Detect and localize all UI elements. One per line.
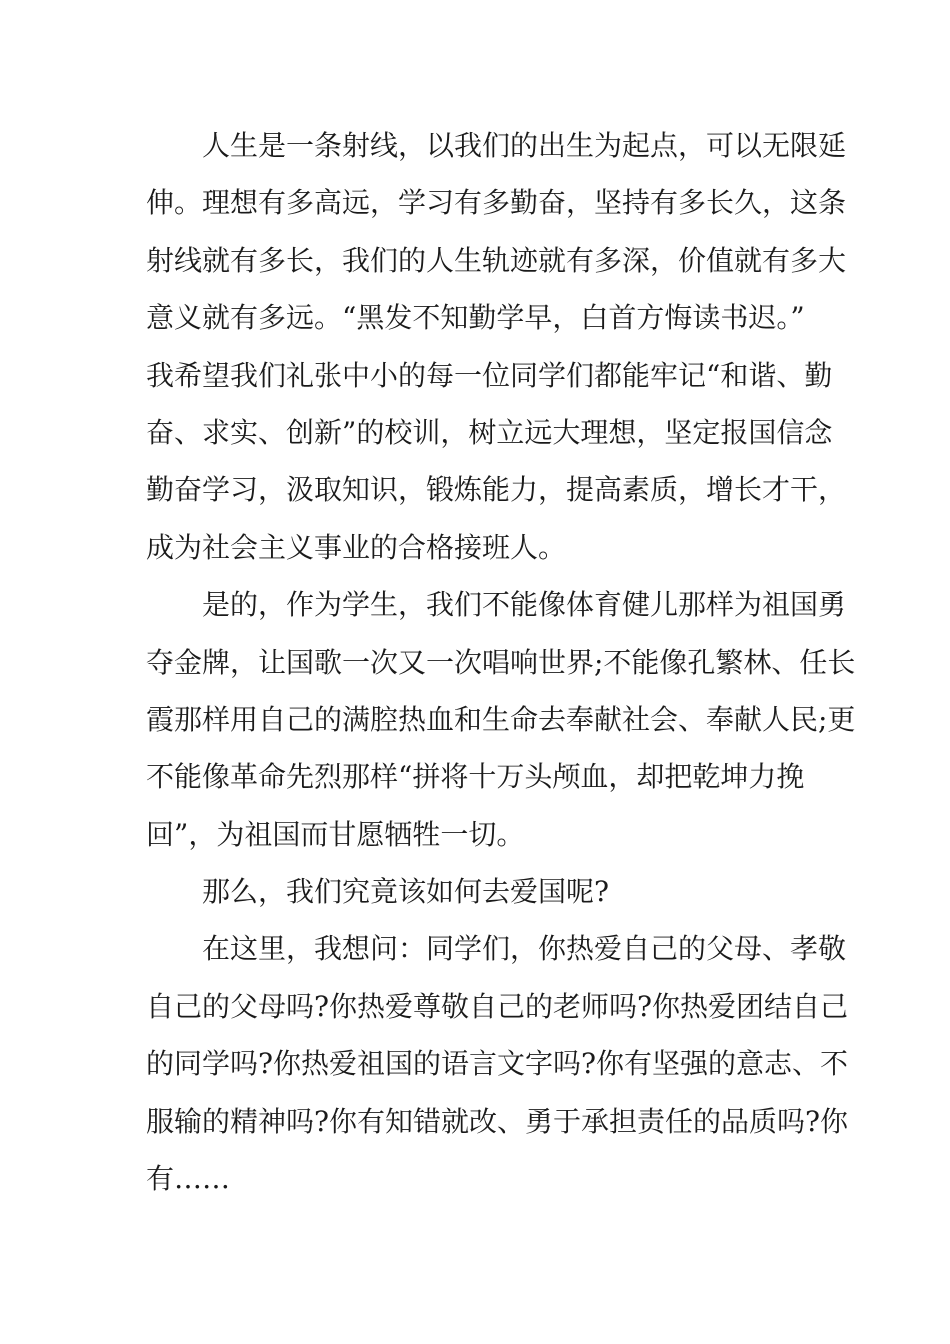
text-line: 在这里，我想问：同学们，你热爱自己的父母、孝敬 (202, 932, 847, 966)
text-line: 勤奋学习，汲取知识，锻炼能力，提高素质，增长才干， (146, 473, 847, 507)
text-line: 不能像革命先烈那样“拼将十万头颅血，却把乾坤力挽 (146, 760, 805, 794)
text-line: 伸。理想有多高远，学习有多勤奋，坚持有多长久，这条 (146, 186, 847, 220)
text-line: 自己的父母吗?你热爱尊敬自己的老师吗?你热爱团结自己 (146, 989, 849, 1023)
text-line: 霞那样用自己的满腔热血和生命去奉献社会、奉献人民;更 (146, 702, 856, 736)
text-line: 人生是一条射线，以我们的出生为起点，可以无限延 (202, 129, 847, 162)
document-body (146, 117, 856, 1207)
text-line: 服输的精神吗?你有知错就改、勇于承担责任的品质吗?你 (146, 1104, 849, 1138)
paragraph-4 (146, 920, 849, 1207)
paragraph-3 (146, 863, 818, 920)
text-line: 有…… (146, 1162, 231, 1196)
text-line: 我希望我们礼张中小的每一位同学们都能牢记“和谐、勤 (146, 358, 833, 392)
paragraph-2 (146, 576, 856, 863)
text-line: 回”，为祖国而甘愿牺牲一切。 (146, 817, 525, 851)
text-line: 夺金牌，让国歌一次又一次唱响世界;不能像孔繁林、任长 (146, 645, 856, 679)
text-line: 那么，我们究竟该如何去爱国呢? (202, 875, 610, 909)
text-line: 奋、求实、创新”的校训，树立远大理想，坚定报国信念 (146, 415, 833, 449)
text-line: 意义就有多远。“黑发不知勤学早，白首方悔读书迟。” (146, 301, 805, 335)
text-line: 的同学吗?你热爱祖国的语言文字吗?你有坚强的意志、不 (146, 1047, 849, 1081)
text-line: 成为社会主义事业的合格接班人。 (146, 530, 567, 564)
text-line: 是的，作为学生，我们不能像体育健儿那样为祖国勇 (202, 588, 847, 622)
paragraph-1 (146, 117, 847, 576)
text-line: 射线就有多长，我们的人生轨迹就有多深，价值就有多大 (146, 243, 847, 277)
